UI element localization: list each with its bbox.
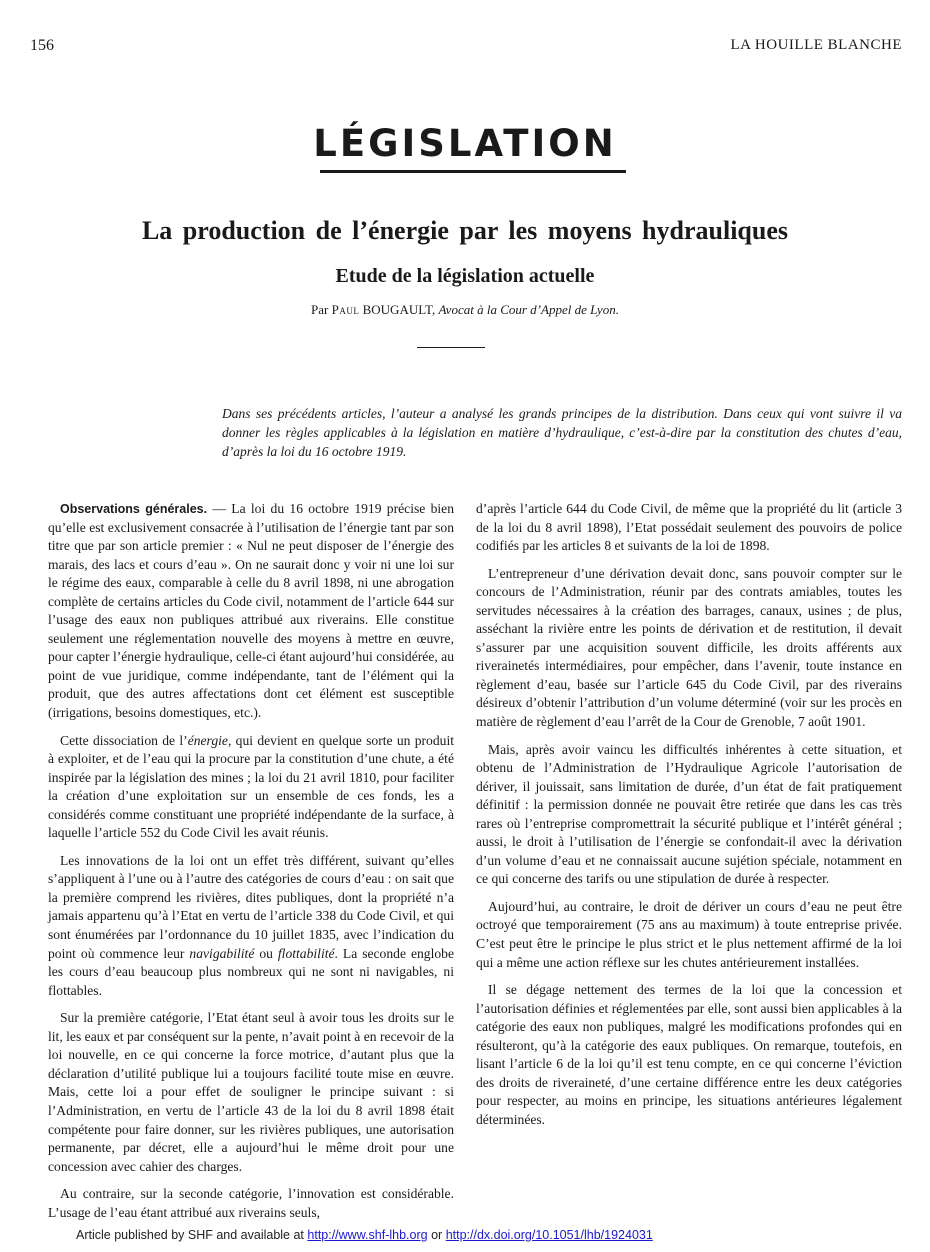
section-title: LÉGISLATION (313, 122, 617, 165)
author-last-name: BOUGAULT, (362, 302, 436, 317)
paragraph: Il se dégage nettement des termes de la loi que la concession et l’autorisation définies et réglementées par elle, sont aussi bien applicables à la catégorie des eaux non publiques, malgré les modifications profondes qui en résulteront, qu’à la catégorie des eaux publiques. On remarque, toutefois, en lisant l’article 6 de la loi qu’il est tenu compte, en ce qui concerne l’éviction des droits de riveraineté, d’une certaine différence entre les deux catégories pour respecter, au moins en principe, les situations antérieures légalement déterminées. (476, 982, 902, 1127)
separator-rule (417, 347, 485, 348)
paragraph-text: . La seconde englobe les cours d’eau beaucoup plus nombreux qui ne sont ni navigables, ni flottables. (48, 945, 454, 998)
publication-footer (76, 1228, 653, 1242)
emphasis: flottabilité (277, 945, 335, 961)
paragraph: d’après l’article 644 du Code Civil, de même que la propriété du lit (article 3 de la loi du 8 avril 1898), l’Etat possédait seulement des pouvoirs de police codifiés par les articles 8 et suivants de la loi de 1898. (476, 501, 902, 554)
running-title: LA HOUILLE BLANCHE (730, 37, 902, 53)
paragraph-text: Les innovations de la loi ont un effet très différent, suivant qu’elles s’appliquent à l’une ou à l’autre des catégories de cours d’eau : on sait que la première comprend les rivières, dites publiques, dont la propriété n’a jamais appartenu qu’à l’Etat en vertu de l’article 338 du Code Civil, et qui sont énumérées par l’ordonnance du 10 juillet 1835, avec l’indication du point où commence leur (48, 852, 454, 961)
paragraph-text: Cette dissociation de l’ (60, 732, 188, 748)
paragraph: Sur la première catégorie, l’Etat étant seul à avoir tous les droits sur le lit, les eaux et par conséquent sur la pente, n’avait point à en recevoir de la loi nouvelle, en ce qui concerne la force motrice, d’autant plus que la déclaration d’utilité publique lui a toujours facilité toute mise en œuvre. Mais, cette loi a pour effet de souligner le principe suivant : si l’Administration, en vertu de l’article 43 de la loi du 8 avril 1898 était compétente pour faire donner, sur les rivières publiques, une autorisation permanente, par décret, elle a aujourd’hui le même droit pour une concession avec cahier des charges. (48, 1010, 454, 1174)
emphasis: navigabilité (189, 945, 255, 961)
shf-link[interactable]: http://www.shf-lhb.org (307, 1228, 428, 1242)
byline (0, 302, 930, 318)
abstract: Dans ses précédents articles, l’auteur a analysé les grands principes de la distribution. Dans ceux qui vont suivre il va donner les règles applicables à la législation en matière d’hydraulique, c’est-à-dire par la constitution des chutes d’eau, d’après la loi du 16 octobre 1919. (222, 406, 902, 459)
footer-middle: or (431, 1228, 443, 1242)
paragraph: Aujourd’hui, au contraire, le droit de dériver un cours d’eau ne peut être octroyé que temporairement (75 ans au maximum) à toute entreprise privée. C’est peut être le principe le plus strict et le plus nettement affirmé de la loi qui a même une action réflexe sur les chutes antérieurement installées. (476, 898, 902, 970)
footer-prefix: Article published by SHF and available at (76, 1228, 304, 1242)
page-number: 156 (30, 37, 54, 54)
paragraph-text: — La loi du 16 octobre 1919 précise bien qu’elle est exclusivement consacrée à l’utilisation de l’énergie tant par son titre que par son article premier : « Nul ne peut disposer de l’énergie des marais, des lacs et cours d’eau ». On ne saurait donc y voir ni une loi sur le régime des eaux, comparable à celle du 8 avril 1898, ni une abrogation complète de certains articles du Code civil, notamment de l’article 644 sur l’usage des eaux non publiques attribué aux riverains. Elle constitue seulement une réglementation nouvelle des moyens à mettre en œuvre, pour capter l’énergie hydraulique, celle-ci étant aujourd’hui considérée, au point de vue juridique, comme indépendante, tant de l’élément qui la produit, que des autres affectations dont cet élément est susceptible (irrigations, besoins domestiques, etc.). (48, 501, 454, 721)
paragraph: Au contraire, sur la seconde catégorie, l’innovation est considérable. L’usage de l’eau étant attribué aux riverains seuls, (48, 1186, 454, 1220)
paragraph-text: , qui devient en quelque sorte un produit à exploiter, et de l’eau qui la procure par la constitution d’une chute, a été inspirée par la législation des mines ; la loi du 21 avril 1810, pour faciliter la création d’une exploitation sur un ensemble de ces fonds, les a considérés comme constituant une propriété indépendante de la surface, à laquelle l’article 552 du Code Civil les avait réunis. (48, 732, 455, 841)
author-first-name: Paul (331, 302, 360, 317)
article-subtitle: Etude de la législation actuelle (335, 265, 595, 287)
byline-prefix: Par (311, 302, 329, 317)
right-column (476, 500, 902, 1139)
run-in-heading: Observations générales. (60, 502, 208, 516)
paragraph-text: ou (254, 945, 278, 961)
emphasis: énergie (187, 732, 228, 748)
paragraph: L’entrepreneur d’une dérivation devait donc, sans pouvoir compter sur le concours de l’Administration, réunir par des contrats amiables, toutes les servitudes nécessaires à la création des barrages, canaux, usines ; de plus, asséchant la rivière entre les points de dérivation et de restitution, il devait s’assurer par une acquisition souvent difficile, les droits afférents aux riverainetés intermédiaires, pour empêcher, dans l’avenir, toute instance en règlement d’eau, basée sur l’article 645 du Code Civil, par des riverains désireux d’obtenir l’attribution d’un volume déterminé (voir sur les procès en matière de règlement d’eau l’arrêt de la Cour de Grenoble, 7 août 1901. (476, 565, 902, 730)
paragraph (48, 732, 454, 843)
author-affiliation: Avocat à la Cour d’Appel de Lyon. (438, 302, 619, 317)
section-title-underline (320, 170, 626, 173)
left-column (48, 500, 454, 1231)
article-title: La production de l’énergie par les moyens hydrauliques (141, 216, 789, 245)
doi-link[interactable]: http://dx.doi.org/10.1051/lhb/1924031 (445, 1228, 653, 1242)
paragraph (48, 500, 454, 723)
paragraph: Mais, après avoir vaincu les difficultés inhérentes à cette situation, et obtenu de l’Administration de l’Hydraulique Agricole l’autorisation de dériver, il jouissait, sans limitation de durée, d’un état de fait pratiquement définitif : la permission donnée ne pouvait être retirée que dans les cas très rares où l’entreprise compromettrait la sécurité publique et l’intérêt général ; aussi, le droit à l’utilisation de l’énergie se confondait-il avec la dérivation d’un volume d’eau et ne connaissait aucune sujétion spéciale, notamment en ce qui concerne des tarifs ou une stipulation de durée à respecter. (476, 741, 902, 887)
paragraph (48, 852, 454, 1000)
